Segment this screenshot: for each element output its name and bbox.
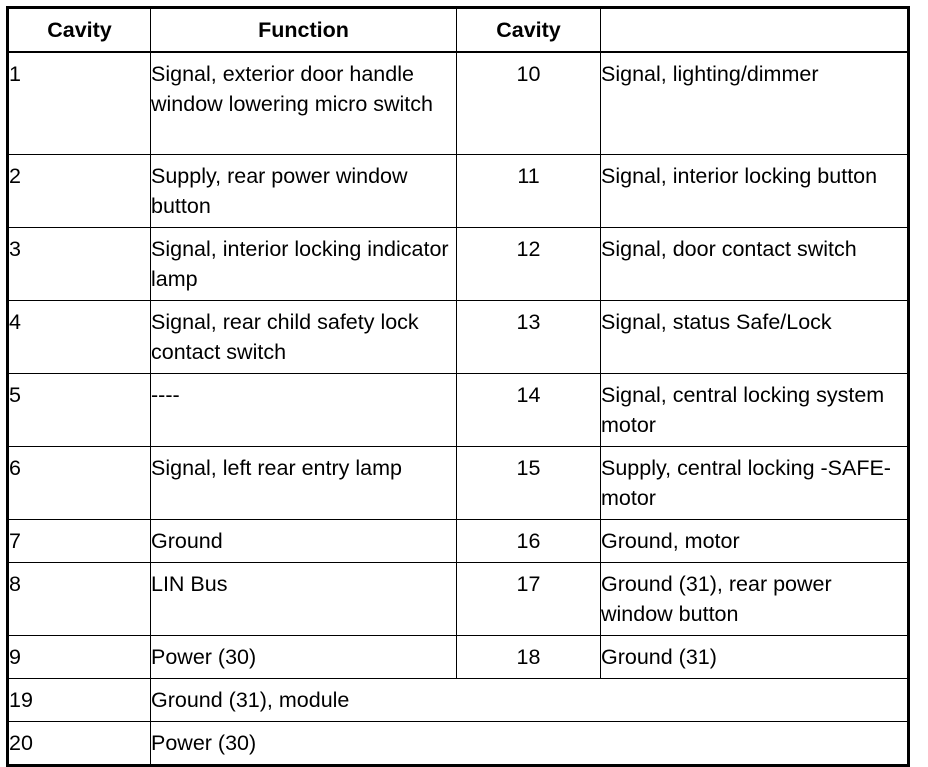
function-cell: Signal, lighting/dimmer — [601, 52, 909, 154]
table-row — [8, 635, 909, 678]
function-cell: Ground (31), module — [151, 678, 909, 721]
cavity-cell: 15 — [457, 446, 601, 519]
table-row — [8, 446, 909, 519]
table-row — [8, 562, 909, 635]
cavity-cell: 4 — [8, 300, 151, 373]
function-cell: Power (30) — [151, 635, 457, 678]
cavity-cell: 13 — [457, 300, 601, 373]
cavity-cell: 11 — [457, 154, 601, 227]
table-row — [8, 52, 909, 154]
cavity-cell: 14 — [457, 373, 601, 446]
function-cell: Ground — [151, 519, 457, 562]
header-cavity-right: Cavity — [457, 8, 601, 53]
function-cell: Signal, door contact switch — [601, 227, 909, 300]
cavity-cell: 16 — [457, 519, 601, 562]
function-cell: Signal, interior locking button — [601, 154, 909, 227]
cavity-cell: 2 — [8, 154, 151, 227]
cavity-cell: 5 — [8, 373, 151, 446]
function-cell: Signal, central locking system motor — [601, 373, 909, 446]
cavity-cell: 1 — [8, 52, 151, 154]
header-row — [8, 8, 909, 53]
cavity-cell: 10 — [457, 52, 601, 154]
table-row — [8, 519, 909, 562]
header-function-left: Function — [151, 8, 457, 53]
cavity-cell: 6 — [8, 446, 151, 519]
function-cell: Ground, motor — [601, 519, 909, 562]
cavity-cell: 18 — [457, 635, 601, 678]
function-cell: Signal, status Safe/Lock — [601, 300, 909, 373]
table-row — [8, 227, 909, 300]
function-cell: Signal, interior locking indicator lamp — [151, 227, 457, 300]
function-cell: Ground (31) — [601, 635, 909, 678]
cavity-cell: 19 — [8, 678, 151, 721]
cavity-cell: 20 — [8, 721, 151, 765]
cavity-cell: 3 — [8, 227, 151, 300]
cavity-cell: 7 — [8, 519, 151, 562]
function-cell: LIN Bus — [151, 562, 457, 635]
header-cavity-left: Cavity — [8, 8, 151, 53]
table-row — [8, 300, 909, 373]
function-cell: Ground (31), rear power window button — [601, 562, 909, 635]
table-row — [8, 154, 909, 227]
cavity-cell: 12 — [457, 227, 601, 300]
function-cell: Signal, left rear entry lamp — [151, 446, 457, 519]
function-cell: Supply, rear power window button — [151, 154, 457, 227]
table-row — [8, 373, 909, 446]
table-row-wide — [8, 678, 909, 721]
function-cell: Signal, rear child safety lock contact switch — [151, 300, 457, 373]
cavity-cell: 8 — [8, 562, 151, 635]
header-function-right — [601, 8, 909, 53]
cavity-cell: 17 — [457, 562, 601, 635]
table-row-wide — [8, 721, 909, 765]
cavity-cell: 9 — [8, 635, 151, 678]
function-cell: Signal, exterior door handle window lowering micro switch — [151, 52, 457, 154]
function-cell: ---- — [151, 373, 457, 446]
function-cell: Supply, central locking -SAFE- motor — [601, 446, 909, 519]
connector-pinout-table — [6, 6, 910, 767]
function-cell: Power (30) — [151, 721, 909, 765]
